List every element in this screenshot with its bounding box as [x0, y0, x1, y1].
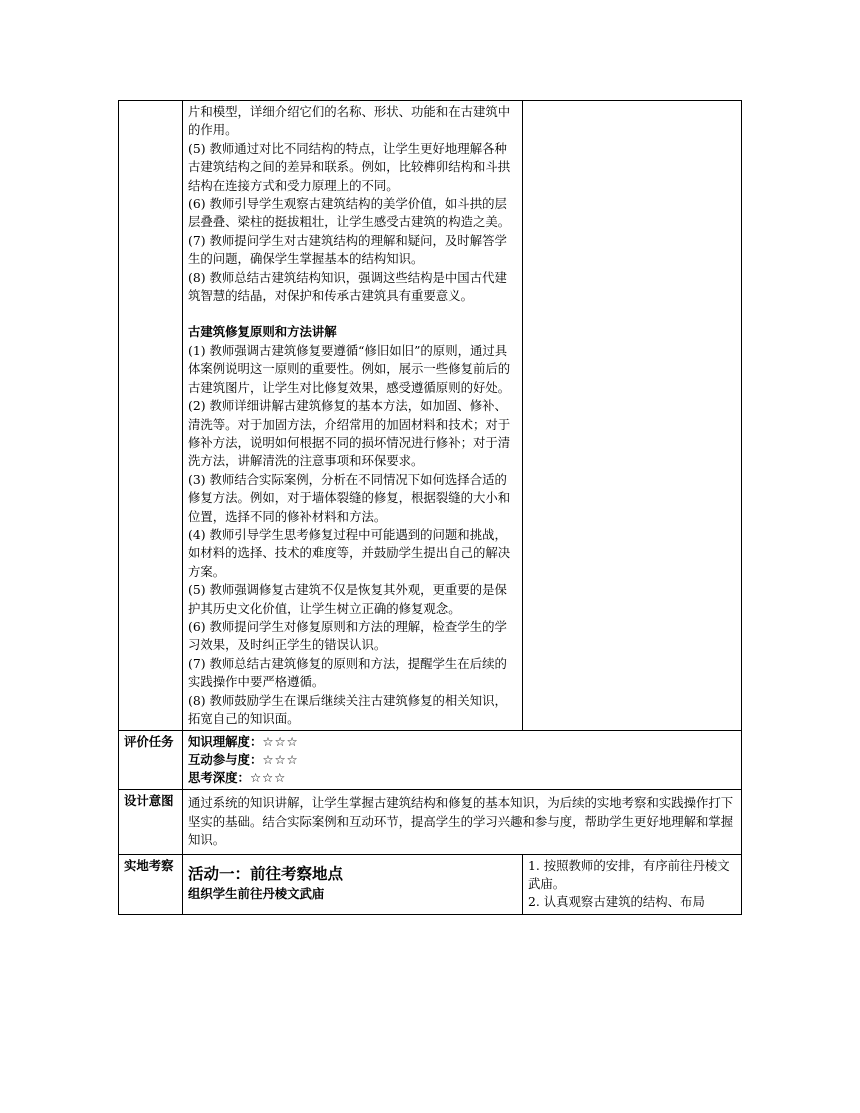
teaching-process-row — [119, 101, 742, 731]
paragraph: (2) 教师详细讲解古建筑修复的基本方法，如加固、修补、清洗等。对于加固方法，介绍常用的加固材料和技术；对于修补方法，说明如何根据不同的损坏情况进行修补；对于清洗方法，讲解清洗的注意事项和环保要求。 — [188, 398, 511, 469]
paragraph: (6) 教师提问学生对修复原则和方法的理解，检查学生的学习效果，及时纠正学生的错误认识。 — [188, 618, 507, 653]
evaluation-item-name: 互动参与度： — [188, 752, 263, 768]
field-trip-label: 实地考察 — [119, 854, 183, 914]
evaluation-item — [188, 769, 736, 787]
spacer — [188, 305, 517, 323]
paragraph: (1) 教师强调古建筑修复要遵循“修旧如旧”的原则，通过具体案例说明这一原则的重要性。例如，展示一些修复前后的古建筑图片，让学生对比修复效果，感受遵循原则的好处。 — [188, 342, 511, 395]
paragraph: (8) 教师鼓励学生在课后继续关注古建筑修复的相关知识，拓宽自己的知识面。 — [188, 692, 507, 726]
student-item: 2. 认真观察古建筑的结构、布局 — [528, 894, 705, 910]
student-item: 1. 按照教师的安排，有序前往丹棱文武庙。 — [528, 857, 730, 892]
design-intent-text: 通过系统的知识讲解，让学生掌握古建筑结构和修复的基本知识，为后续的实地考察和实践操作打下坚实的基础。结合实际案例和互动环节，提高学生的学习兴趣和参与度，帮助学生更好地理解和掌握知识。 — [183, 790, 742, 854]
evaluation-item — [188, 751, 736, 769]
teacher-activity-cell — [183, 101, 523, 731]
empty-label-cell — [119, 101, 183, 731]
student-activity-cell — [523, 101, 742, 731]
paragraph: (4) 教师引导学生思考修复过程中可能遇到的问题和挑战，如材料的选择、技术的难度等，并鼓励学生提出自己的解决方案。 — [188, 526, 511, 579]
design-intent-row — [119, 790, 742, 854]
design-intent-label: 设计意图 — [119, 790, 183, 854]
activity-title: 活动一：前往考察地点 — [188, 864, 344, 883]
star-rating: ☆☆☆ — [249, 770, 287, 786]
evaluation-content — [183, 731, 742, 790]
field-trip-row — [119, 854, 742, 914]
evaluation-row — [119, 731, 742, 790]
field-trip-student-cell — [523, 854, 742, 914]
evaluation-label: 评价任务 — [119, 731, 183, 790]
paragraph: (3) 教师结合实际案例，分析在不同情况下如何选择合适的修复方法。例如，对于墙体裂缝的修复，根据裂缝的大小和位置，选择不同的修补材料和方法。 — [188, 471, 511, 524]
lesson-plan-table — [118, 100, 742, 915]
paragraph: (5) 教师强调修复古建筑不仅是恢复其外观，更重要的是保护其历史文化价值，让学生树立正确的修复观念。 — [188, 582, 507, 616]
paragraph: (7) 教师提问学生对古建筑结构的理解和疑问，及时解答学生的问题，确保学生掌握基本的结构知识。 — [188, 232, 507, 267]
evaluation-item-name: 知识理解度： — [188, 734, 263, 750]
evaluation-item — [188, 733, 736, 751]
evaluation-item-name: 思考深度： — [188, 770, 250, 786]
paragraph: (7) 教师总结古建筑修复的原则和方法，提醒学生在后续的实践操作中要严格遵循。 — [188, 655, 507, 690]
paragraph: (6) 教师引导学生观察古建筑结构的美学价值，如斗拱的层层叠叠、梁柱的挺拔粗壮，让学生感受古建筑的构造之美。 — [188, 196, 511, 230]
section-heading: 古建筑修复原则和方法讲解 — [188, 324, 337, 340]
paragraph: 片和模型，详细介绍它们的名称、形状、功能和在古建筑中的作用。 — [188, 104, 511, 138]
paragraph: (5) 教师通过对比不同结构的特点，让学生更好地理解各种古建筑结构之间的差异和联系。例如，比较榫卯结构和斗拱结构在连接方式和受力原理上的不同。 — [188, 140, 511, 193]
star-rating: ☆☆☆ — [262, 752, 299, 768]
star-rating: ☆☆☆ — [262, 734, 299, 750]
field-trip-activity-cell — [183, 854, 523, 914]
paragraph: (8) 教师总结古建筑结构知识，强调这些结构是中国古代建筑智慧的结晶，对保护和传承古建筑具有重要意义。 — [188, 269, 507, 304]
activity-subtitle: 组织学生前往丹棱文武庙 — [188, 885, 325, 901]
